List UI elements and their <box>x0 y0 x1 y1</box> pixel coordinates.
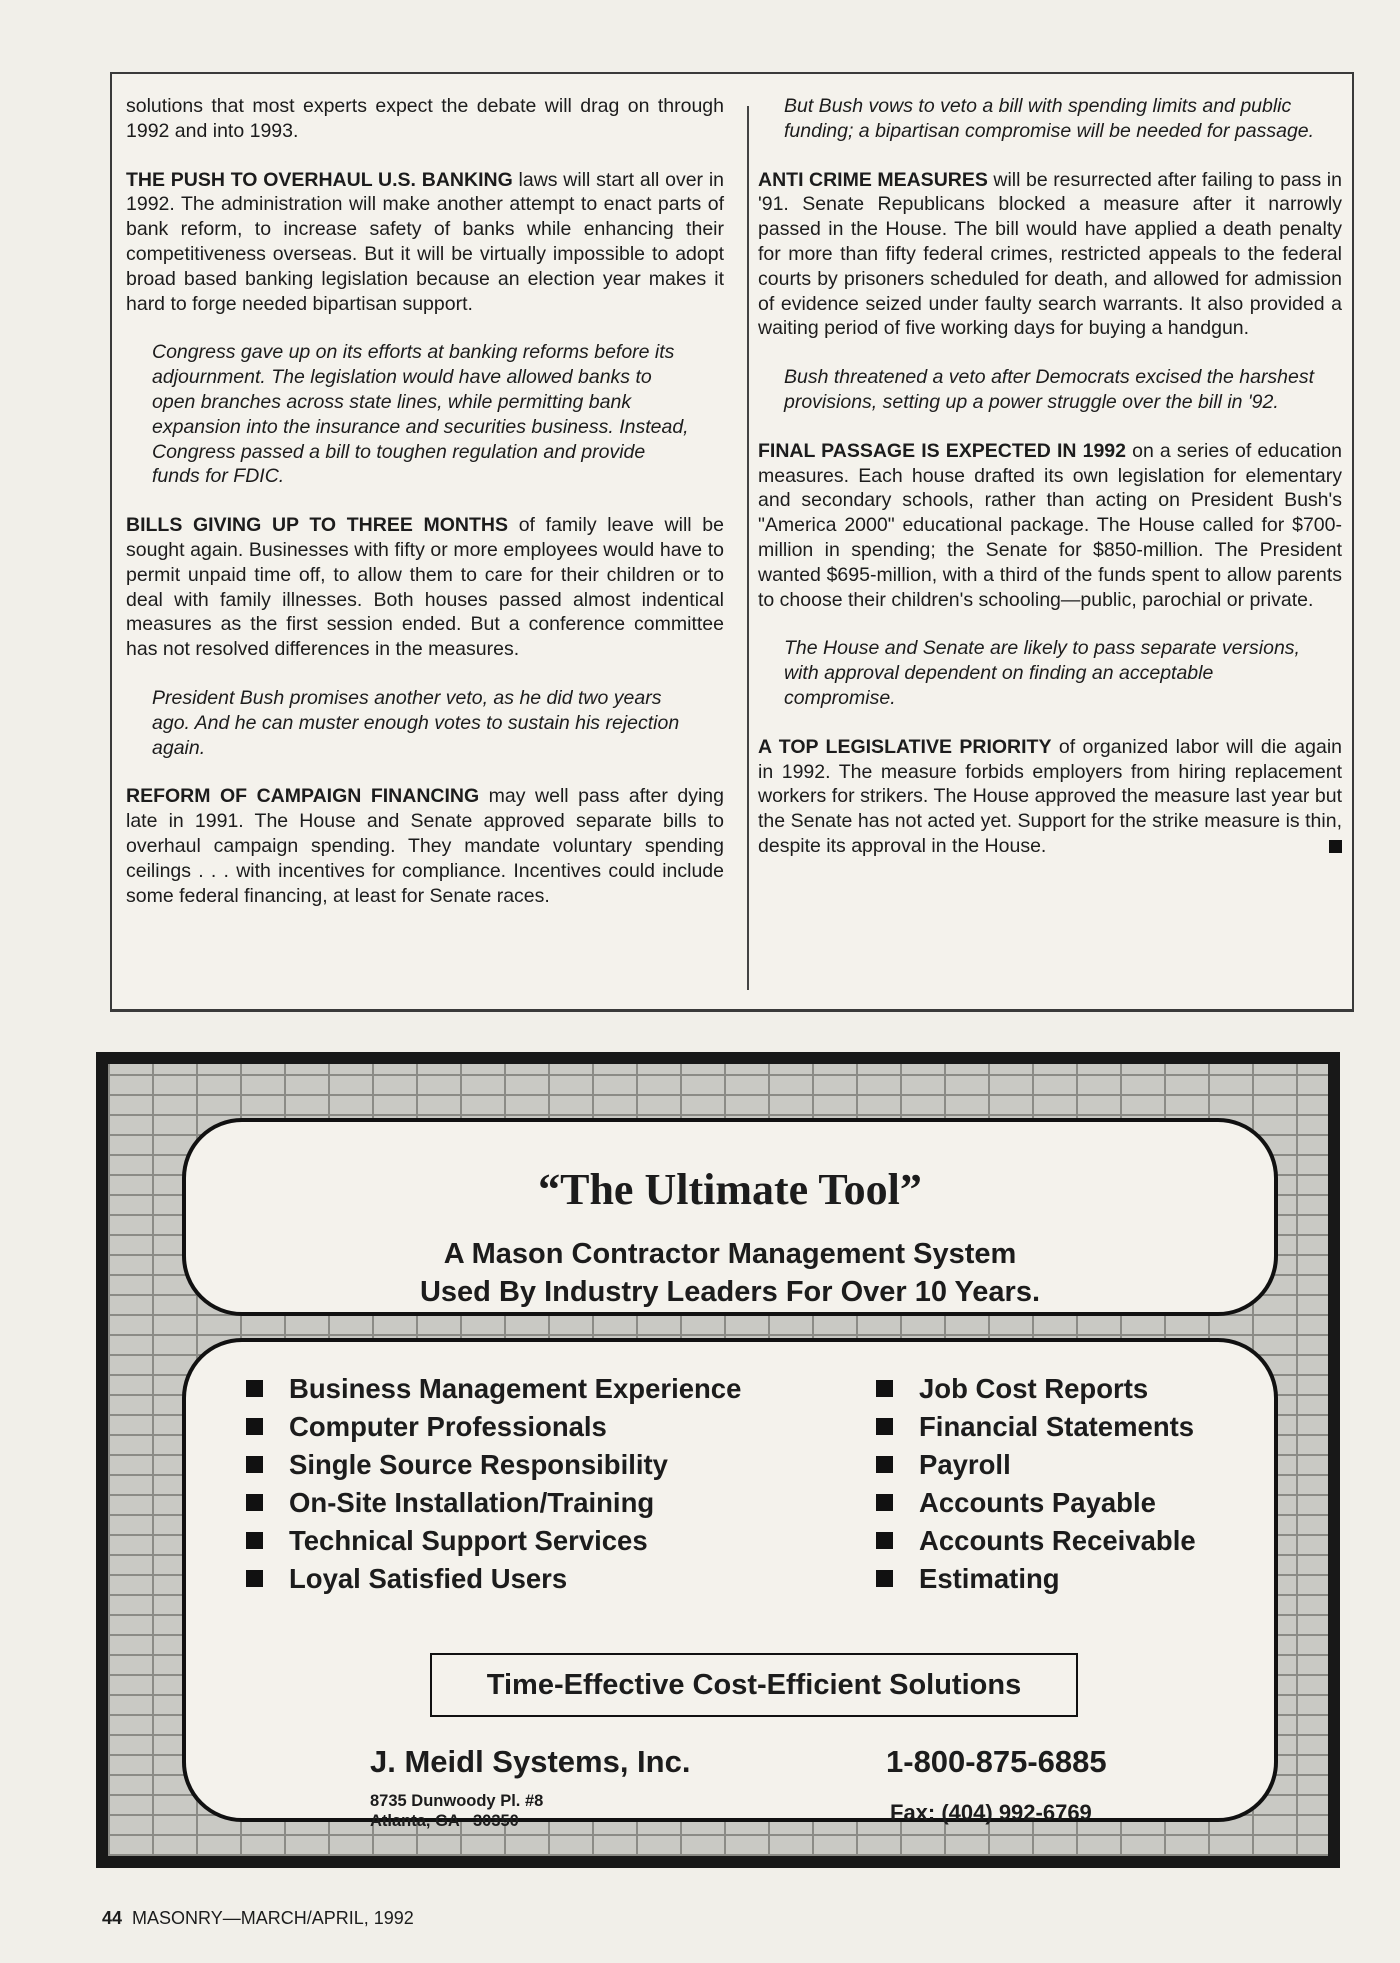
paragraph-text: on a series of education measures. Each house drafted its own legislation for elementary and secondary schools, rather than acting on President Bush's "America 2000" educational package. The House called for $700-million in spending; the Senate for $850-million. The President wanted $695-million, with a third of the funds spent to allow parents to choose their children's schooling—public, parochial or private. <box>758 439 1342 611</box>
feature-label: Computer Professionals <box>289 1411 607 1442</box>
bullet-square-icon <box>876 1570 893 1587</box>
feature-label: Loyal Satisfied Users <box>289 1563 568 1594</box>
paragraph <box>758 168 1342 342</box>
feature-item <box>246 1484 741 1522</box>
bullet-square-icon <box>246 1570 263 1587</box>
feature-label: Single Source Responsibility <box>289 1449 668 1480</box>
feature-item <box>246 1370 741 1408</box>
ad-subtitle: A Mason Contractor Management System <box>443 1238 1017 1270</box>
feature-label: Accounts Payable <box>919 1487 1156 1518</box>
feature-label: Job Cost Reports <box>919 1373 1149 1404</box>
address-line: 8735 Dunwoody Pl. #8 <box>370 1792 544 1810</box>
feature-label: On-Site Installation/Training <box>289 1487 655 1518</box>
company-name: J. Meidl Systems, Inc. <box>370 1744 691 1779</box>
phone-number: 1-800-875-6885 <box>886 1744 1107 1779</box>
bullet-square-icon <box>246 1418 263 1435</box>
paragraph <box>758 735 1342 859</box>
feature-item <box>876 1560 1196 1598</box>
ad-body-panel <box>182 1338 1278 1830</box>
paragraph-lead: ANTI CRIME MEASURES <box>758 168 988 191</box>
feature-label: Business Management Experience <box>289 1373 742 1404</box>
bullet-square-icon <box>246 1380 263 1397</box>
bullet-square-icon <box>246 1494 263 1511</box>
bullet-square-icon <box>876 1494 893 1511</box>
paragraph-lead: FINAL PASSAGE IS EXPECTED IN 1992 <box>758 439 1126 462</box>
paragraph-text: solutions that most experts expect the debate will drag on through 1992 and into 1993. <box>126 95 724 142</box>
feature-item <box>876 1522 1196 1560</box>
page-number: 44 <box>102 1908 123 1928</box>
article-box <box>110 72 1354 1012</box>
feature-label: Technical Support Services <box>289 1525 648 1556</box>
tagline-box: Time-Effective Cost-Efficient Solutions <box>430 1653 1078 1717</box>
paragraph-text: may well pass after dying late in 1991. The House and Senate approved separate bills to overhaul campaign spending. They mandate voluntary spending ceilings . . . with incentives for compliance. Incentives could include some federal financing, at least for Senate races. <box>126 785 724 907</box>
bullet-square-icon <box>876 1532 893 1549</box>
column-divider <box>747 106 749 990</box>
paragraph-lead: THE PUSH TO OVERHAUL U.S. BANKING <box>126 168 513 191</box>
italic-summary: The House and Senate are likely to pass separate versions, with approval dependent on finding an acceptable compromise. <box>784 637 1300 709</box>
fax-number: Fax: (404) 992-6769 <box>890 1800 1092 1825</box>
paragraph-lead: REFORM OF CAMPAIGN FINANCING <box>126 785 480 808</box>
paragraph <box>758 439 1342 613</box>
feature-item <box>246 1446 741 1484</box>
paragraph <box>126 94 724 144</box>
bullet-square-icon <box>876 1418 893 1435</box>
bullet-square-icon <box>246 1456 263 1473</box>
page-footer <box>102 1908 414 1929</box>
end-mark-icon <box>1329 840 1342 853</box>
paragraph-lead: A TOP LEGISLATIVE PRIORITY <box>758 735 1052 758</box>
ad-title: “The Ultimate Tool” <box>538 1165 922 1214</box>
paragraph <box>126 784 724 908</box>
ad-header-panel <box>182 1118 1278 1316</box>
paragraph-text: of family leave will be sought again. Businesses with fifty or more employees would have to permit unpaid time off, to allow them to care for their children or to deal with family illnesses. Both houses passed almost indentical measures as the first session ended. But a conference committee has not resolved differences in the measures. <box>126 514 724 661</box>
paragraph <box>126 513 724 662</box>
feature-item <box>246 1560 741 1598</box>
italic-summary: Bush threatened a veto after Democrats excised the harshest provisions, setting up a power struggle over the bill in '92. <box>784 366 1315 413</box>
feature-label: Payroll <box>919 1449 1011 1480</box>
article-column-right <box>758 94 1342 883</box>
paragraph-text: laws will start all over in 1992. The administration will make another attempt to enact parts of bank reform, to increase safety of banks while enhancing their competitiveness overseas. But it will be virtually impossible to adopt broad based banking legislation because an election year makes it hard to forge needed bipartisan support. <box>126 168 725 315</box>
publication-name: MASONRY—MARCH/APRIL, 1992 <box>132 1908 414 1928</box>
feature-label: Estimating <box>919 1563 1060 1594</box>
feature-item <box>876 1370 1196 1408</box>
feature-item <box>246 1408 741 1446</box>
paragraph <box>126 168 724 317</box>
italic-summary: Congress gave up on its efforts at banking reforms before its adjournment. The legislation would have allowed banks to open branches across state lines, while permitting bank expansion into the insurance and securities business. Instead, Congress passed a bill to toughen regulation and provide funds for FDIC. <box>152 341 689 488</box>
feature-item <box>876 1446 1196 1484</box>
feature-list-right <box>876 1370 1196 1598</box>
feature-item <box>246 1522 741 1560</box>
paragraph-lead: BILLS GIVING UP TO THREE MONTHS <box>126 514 509 537</box>
feature-item <box>876 1408 1196 1446</box>
ad-subtitle: Used By Industry Leaders For Over 10 Years. <box>419 1276 1041 1308</box>
paragraph-text: will be resurrected after failing to pass in '91. Senate Republicans blocked a measure after it narrowly passed in the House. The bill would have applied a death penalty for more than fifty federal crimes, restricted appeals to the federal courts by prisoners scheduled for death, and allowed for admission of evidence seized under faulty search warrants. It also provided a waiting period of five working days for buying a handgun. <box>758 168 1342 340</box>
bullet-square-icon <box>246 1532 263 1549</box>
feature-item <box>876 1484 1196 1522</box>
bullet-square-icon <box>876 1380 893 1397</box>
feature-label: Accounts Receivable <box>919 1525 1196 1556</box>
paragraph-text: of organized labor will die again in 1992. The measure forbids employers from hiring replacement workers for strikers. The House approved the measure last year but the Senate has not acted yet. Support for the strike measure is thin, despite its approval in the House. <box>758 735 1343 857</box>
feature-list-left <box>246 1370 741 1598</box>
bullet-square-icon <box>876 1456 893 1473</box>
address-line: Atlanta, GA 30350 <box>370 1812 519 1830</box>
advertisement <box>96 1052 1340 1868</box>
article-column-left <box>126 94 724 932</box>
feature-label: Financial Statements <box>919 1411 1195 1442</box>
italic-summary: But Bush vows to veto a bill with spending limits and public funding; a bipartisan compromise will be needed for passage. <box>784 95 1315 142</box>
italic-summary: President Bush promises another veto, as he did two years ago. And he can muster enough votes to sustain his rejection again. <box>152 686 680 759</box>
